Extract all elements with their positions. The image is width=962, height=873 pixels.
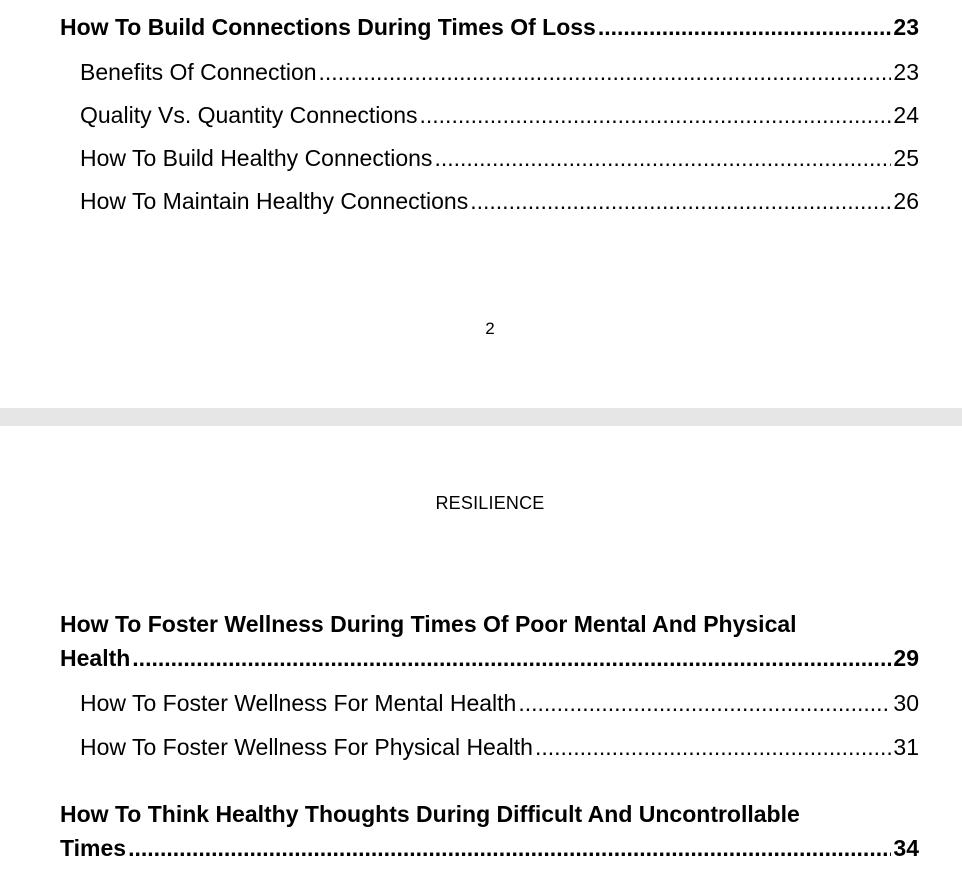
toc-subentry[interactable] <box>80 690 919 717</box>
toc-entry[interactable] <box>60 14 919 41</box>
dot-leader <box>598 14 892 41</box>
toc-entry-title: How To Build Connections During Times Of Loss <box>60 14 596 40</box>
document-page-2 <box>0 0 962 408</box>
dot-leader <box>470 188 891 215</box>
toc-entry-title: How To Foster Wellness For Physical Health <box>80 734 533 760</box>
toc-entry-title: How To Build Healthy Connections <box>80 145 433 171</box>
toc-entry-page: 29 <box>893 645 919 671</box>
toc-entry[interactable] <box>60 835 919 862</box>
toc-entry-title: Times <box>60 835 127 861</box>
toc-entry-title: How To Foster Wellness For Mental Health <box>80 690 517 716</box>
dot-leader <box>420 102 892 129</box>
dot-leader <box>518 690 891 717</box>
toc-subentry[interactable] <box>80 734 919 761</box>
toc-subentry[interactable] <box>80 188 919 215</box>
toc-entry[interactable] <box>60 645 919 672</box>
document-page-3 <box>0 426 962 873</box>
toc-entry-page: 30 <box>893 690 919 716</box>
page-separator <box>0 408 962 426</box>
toc-entry-page: 23 <box>893 59 919 85</box>
toc-entry-title: Quality Vs. Quantity Connections <box>80 102 418 128</box>
toc-entry-title-line1[interactable]: How To Think Healthy Thoughts During Difficult And Uncontrollable <box>60 801 800 827</box>
dot-leader <box>434 145 891 172</box>
toc-entry-page: 25 <box>893 145 919 171</box>
page-number: 2 <box>485 319 495 338</box>
dot-leader <box>132 645 891 672</box>
toc-entry-page: 23 <box>893 14 919 40</box>
toc-entry-page: 34 <box>893 835 919 861</box>
toc-entry-title: Benefits Of Connection <box>80 59 317 85</box>
toc-entry-page: 31 <box>893 734 919 760</box>
toc-subentry[interactable] <box>80 102 919 129</box>
dot-leader <box>128 835 891 862</box>
toc-entry-title-line1[interactable]: How To Foster Wellness During Times Of Poor Mental And Physical <box>60 611 797 637</box>
dot-leader <box>535 734 891 761</box>
running-header: RESILIENCE <box>435 493 545 513</box>
toc-subentry[interactable] <box>80 59 919 86</box>
dot-leader <box>319 59 892 86</box>
toc-entry-title: Health <box>60 645 131 671</box>
toc-subentry[interactable] <box>80 145 919 172</box>
toc-entry-title: How To Maintain Healthy Connections <box>80 188 469 214</box>
toc-entry-page: 26 <box>893 188 919 214</box>
toc-entry-page: 24 <box>893 102 919 128</box>
